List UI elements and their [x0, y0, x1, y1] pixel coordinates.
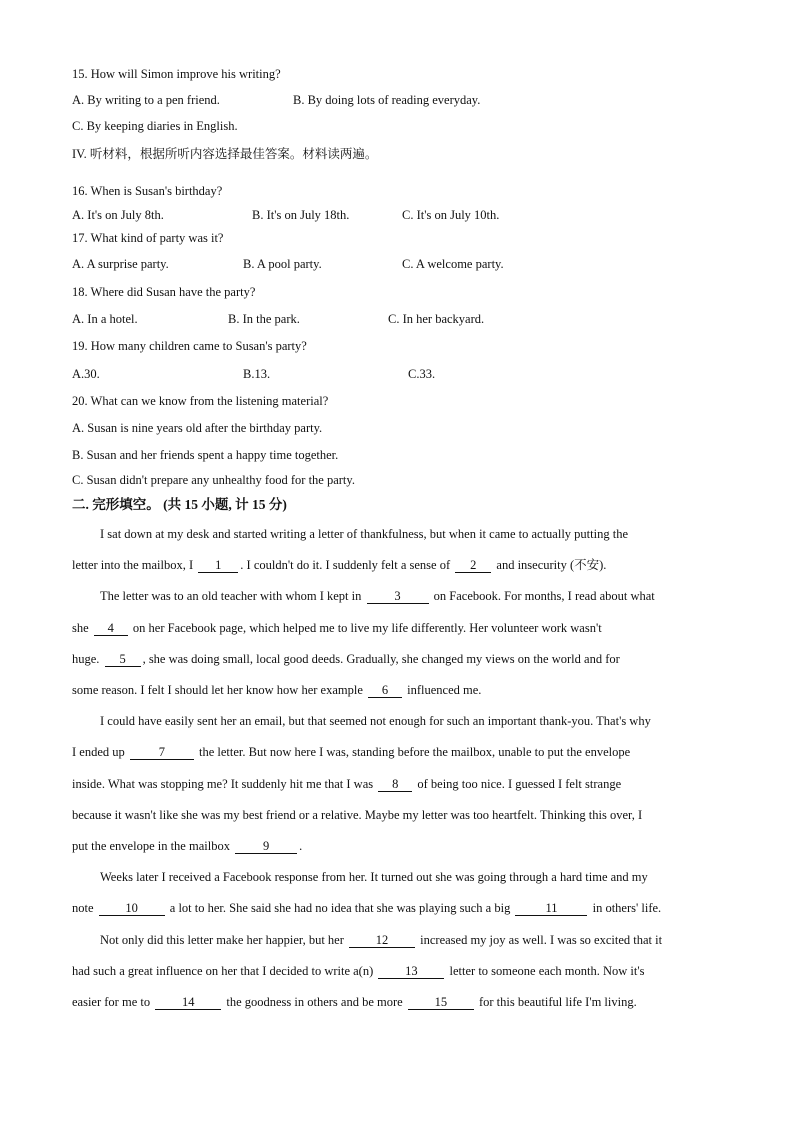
option-16c: C. It's on July 10th.	[402, 208, 500, 222]
passage-line	[72, 620, 602, 636]
passage-text: increased my joy as well. I was so excited that it	[420, 933, 663, 947]
passage-text: in others' life.	[592, 901, 662, 915]
option-15b: B. By doing lots of reading everyday.	[293, 93, 481, 107]
question-17: 17. What kind of party was it?	[72, 231, 224, 245]
option-15a: A. By writing to a pen friend.	[72, 93, 220, 107]
passage-text: I ended up	[72, 745, 125, 759]
passage-text: influenced me.	[407, 683, 482, 697]
question-18: 18. Where did Susan have the party?	[72, 285, 256, 299]
option-16a: A. It's on July 8th.	[72, 208, 164, 222]
question-19: 19. How many children came to Susan's party?	[72, 339, 307, 353]
option-19a: A.30.	[72, 367, 100, 381]
passage-line	[72, 682, 481, 698]
question-20: 20. What can we know from the listening material?	[72, 394, 329, 408]
passage-text: the letter. But now here I was, standing before the mailbox, unable to put the envelope	[199, 745, 631, 759]
option-17b: B. A pool party.	[243, 257, 322, 271]
section-2-heading: 二. 完形填空。 (共 15 小题, 计 15 分)	[72, 497, 287, 512]
passage-text: the goodness in others and be more	[226, 995, 403, 1009]
blank-7[interactable]: 7	[130, 745, 194, 760]
passage-text: a lot to her. She said she had no idea that she was playing such a big	[169, 901, 511, 915]
passage-line	[72, 651, 620, 667]
passage-text: some reason. I felt I should let her know how her example	[72, 683, 363, 697]
blank-1[interactable]: 1	[198, 558, 238, 573]
blank-13[interactable]: 13	[378, 964, 444, 979]
passage-text: easier for me to	[72, 995, 151, 1009]
option-20b: B. Susan and her friends spent a happy time together.	[72, 448, 339, 462]
blank-8[interactable]: 8	[378, 777, 412, 792]
blank-9[interactable]: 9	[235, 839, 297, 854]
passage-line: I could have easily sent her an email, but that seemed not enough for such an important thank-you. That's why	[100, 714, 651, 728]
option-17a: A. A surprise party.	[72, 257, 169, 271]
passage-text: , she was doing small, local good deeds. Gradually, she changed my views on the world and for	[142, 652, 620, 666]
passage-line	[72, 776, 621, 792]
passage-text: of being too nice. I guessed I felt strange	[417, 777, 622, 791]
passage-text: huge.	[72, 652, 100, 666]
passage-text: letter to someone each month. Now it's	[449, 964, 645, 978]
option-20c: C. Susan didn't prepare any unhealthy food for the party.	[72, 473, 355, 487]
passage-text: for this beautiful life I'm living.	[478, 995, 637, 1009]
passage-text: Not only did this letter make her happier, but her	[100, 933, 344, 947]
section-4-heading: IV. 听材料，根据所听内容选择最佳答案。材料读两遍。	[72, 147, 378, 161]
question-15: 15. How will Simon improve his writing?	[72, 67, 281, 81]
blank-11[interactable]: 11	[515, 901, 587, 916]
passage-line	[100, 932, 662, 948]
blank-5[interactable]: 5	[105, 652, 141, 667]
passage-line: because it wasn't like she was my best friend or a relative. Maybe my letter was too heartfelt. Thinking this over, I	[72, 808, 643, 822]
option-16b: B. It's on July 18th.	[252, 208, 350, 222]
passage-line	[72, 963, 644, 979]
blank-10[interactable]: 10	[99, 901, 165, 916]
option-18a: A. In a hotel.	[72, 312, 138, 326]
passage-line	[72, 557, 606, 573]
passage-line	[100, 588, 655, 604]
blank-2[interactable]: 2	[455, 558, 491, 573]
option-17c: C. A welcome party.	[402, 257, 504, 271]
passage-text: letter into the mailbox, I	[72, 558, 194, 572]
blank-4[interactable]: 4	[94, 621, 128, 636]
passage-text: The letter was to an old teacher with whom I kept in	[100, 589, 362, 603]
passage-line	[72, 900, 661, 916]
option-19b: B.13.	[243, 367, 271, 381]
question-16: 16. When is Susan's birthday?	[72, 184, 223, 198]
passage-text: note	[72, 901, 94, 915]
blank-3[interactable]: 3	[367, 589, 429, 604]
passage-line	[72, 994, 637, 1010]
passage-text: put the envelope in the mailbox	[72, 839, 230, 853]
passage-line: I sat down at my desk and started writing a letter of thankfulness, but when it came to actually putting the	[100, 527, 628, 541]
option-18b: B. In the park.	[228, 312, 300, 326]
passage-text: . I couldn't do it. I suddenly felt a sense of	[240, 558, 454, 572]
passage-text: had such a great influence on her that I decided to write a(n)	[72, 964, 374, 978]
blank-6[interactable]: 6	[368, 683, 402, 698]
blank-12[interactable]: 12	[349, 933, 415, 948]
passage-text: inside. What was stopping me? It suddenly hit me that I was	[72, 777, 374, 791]
passage-line	[72, 744, 630, 760]
option-20a: A. Susan is nine years old after the birthday party.	[72, 421, 323, 435]
passage-line: Weeks later I received a Facebook response from her. It turned out she was going through a hard time and my	[100, 870, 648, 884]
option-15c: C. By keeping diaries in English.	[72, 119, 238, 133]
passage-text: on Facebook. For months, I read about what	[433, 589, 655, 603]
option-19c: C.33.	[408, 367, 436, 381]
blank-15[interactable]: 15	[408, 995, 474, 1010]
passage-text: and insecurity (不安).	[496, 558, 607, 572]
passage-text: on her Facebook page, which helped me to live my life differently. Her volunteer work wasn't	[132, 621, 602, 635]
passage-line	[72, 838, 302, 854]
passage-text: .	[299, 839, 303, 853]
blank-14[interactable]: 14	[155, 995, 221, 1010]
passage-text: she	[72, 621, 89, 635]
option-18c: C. In her backyard.	[388, 312, 485, 326]
